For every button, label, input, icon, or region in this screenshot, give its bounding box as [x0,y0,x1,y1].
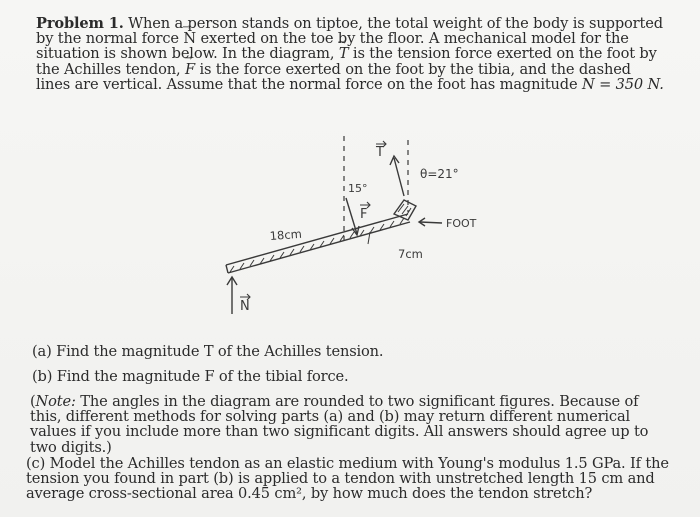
question-c-label: (c) [26,455,46,472]
foot-mechanics-diagram [218,128,508,328]
tibial-force-arrow [346,198,359,235]
question-b [32,369,348,384]
normal-magnitude: N = 350 N. [581,75,664,93]
tibial-force-symbol: → F [185,62,195,77]
problem-label: Problem 1. [36,15,124,32]
question-c [26,456,670,502]
problem-statement [36,16,668,92]
question-a [32,344,383,359]
normal-force-symbol: → N [183,31,196,46]
question-b-label: (b) [32,368,53,385]
question-c-text: Model the Achilles tendon as an elastic medium with Young's modulus 1.5 GPa. If the tension you found in part (b) is applied to a tendon with unstretched length 15 cm and average cross-sectional area 0.45 cm², by how much does the tendon stretch? [26,455,669,503]
label-F: F [360,207,368,222]
problem-text-3: is the tension force exerted on the foot by the Achilles tendon, [36,45,657,78]
tension-symbol: → T [339,46,349,61]
foot-pointer-arrow [419,218,442,226]
label-18cm: 18cm [269,226,303,243]
note-label: Note: [35,393,76,410]
problem-text-2: exerted on the toe by the floor. A mechanical model for the situation is shown below. In the diagram, [36,30,629,63]
label-7cm: 7cm [398,247,423,261]
foot-lever [226,214,410,273]
note-text: The angles in the diagram are rounded to two significant figures. Because of this, different methods for solving parts (a) and (b) may return different numerical values if you include more than two significant digits. All answers should agree up to two digits.) [30,393,649,456]
label-15-degrees: 15° [348,182,368,195]
question-a-text: Find the magnitude T of the Achilles tension. [51,343,384,360]
label-theta: θ=21° [420,167,459,181]
tension-arrow [390,156,404,196]
problem-text-4: is the force exerted on the foot by the tibia, and the dashed lines are vertical. Assume that the normal force on the foot has magnitude [36,60,631,93]
normal-force-arrow [227,277,237,314]
problem-text-1: When a person stands on tiptoe, the total weight of the body is supported by the normal force [36,15,663,48]
label-T: T [376,145,384,160]
note-paragraph: (Note: The angles in the diagram are rounded to two significant figures. Because of this, different methods for solving parts (a) and (b) may return different numerical values if you include more than two significant digits. All answers should agree up to two digits.) [30,393,649,456]
question-b-text: Find the magnitude F of the tibial force. [52,368,349,385]
question-a-label: (a) [32,343,52,360]
label-N: N [240,299,250,314]
label-foot: FOOT [446,217,477,230]
